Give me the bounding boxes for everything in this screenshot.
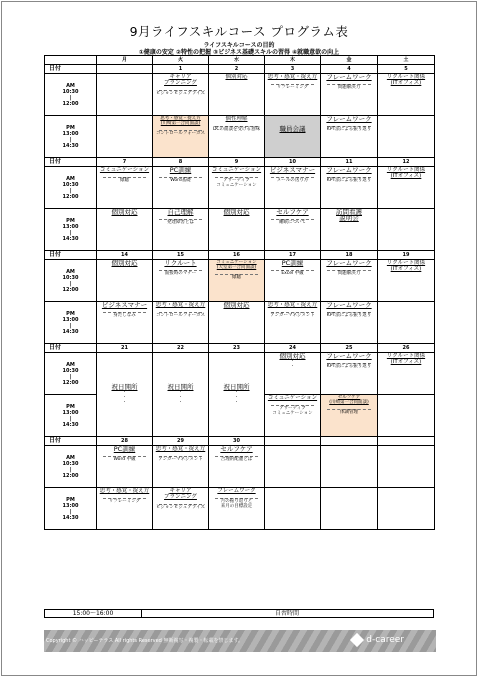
date-cell: 25 <box>321 344 378 353</box>
session-title: 思考・感覚・捉え方 <box>155 302 206 308</box>
date-cell: 23 <box>209 344 265 353</box>
pm-row <box>45 209 435 251</box>
session-topic: ビジョンビジュアライズ <box>155 505 206 510</box>
date-cell: 17 <box>265 251 321 260</box>
self-study-time: 15:00〜16:00 <box>45 610 142 617</box>
session-cell <box>378 116 435 158</box>
session-cell <box>265 167 321 209</box>
am-row <box>45 353 435 395</box>
session-title: 祝日開所 <box>167 383 194 391</box>
day-mon: 月 <box>97 56 153 65</box>
session-title: 思考・感覚・捉え方 <box>267 302 318 308</box>
session-cell: 祝日開所 ・ ・ ・ <box>209 353 265 437</box>
session-topic: 身だしなみ <box>113 313 136 318</box>
session-cell <box>378 209 435 251</box>
session-topic: 問題解決力 <box>337 85 361 90</box>
date-cell: 8 <box>153 158 209 167</box>
date-cell: 21 <box>97 344 153 353</box>
date-cell: 5 <box>378 65 435 74</box>
session-cell <box>97 488 153 530</box>
session-cell <box>153 488 209 530</box>
am-label: AM 10:30 | 12:00 <box>45 446 97 488</box>
date-cell: 4 <box>321 65 378 74</box>
session-title: 個別対応 <box>111 208 138 216</box>
date-cell <box>97 65 153 74</box>
session-topic: リフレーミング <box>276 85 309 90</box>
day-thu: 木 <box>265 56 321 65</box>
date-cell: 11 <box>321 158 378 167</box>
session-cell <box>321 446 378 488</box>
session-cell <box>97 302 153 344</box>
session-cell <box>209 209 265 251</box>
session-cell <box>153 209 209 251</box>
pm-label: PM 13:00 | 14:30 <box>45 395 97 437</box>
pm-row <box>45 116 435 158</box>
session-topic: 傾聴 <box>232 275 241 280</box>
date-cell: 28 <box>97 437 153 446</box>
date-cell: 2 <box>209 65 265 74</box>
session-topic: ビジョンビジュアライズ <box>155 91 206 96</box>
session-topic: DCの面談を受ける意味 <box>212 127 261 132</box>
session-cell <box>378 74 435 116</box>
objectives-heading: ライフスキルコースの目的 <box>203 42 275 49</box>
page-title: 9月ライフスキルコース プログラム表 <box>129 24 349 39</box>
session-cell <box>209 260 265 302</box>
session-cell <box>209 446 265 488</box>
session-title: リクルート関係 (ITオフィス) <box>386 74 426 86</box>
date-cell: 7 <box>97 158 153 167</box>
logo-mark-icon <box>350 633 364 647</box>
date-row <box>45 344 435 353</box>
date-row <box>45 65 435 74</box>
session-title: セルフケア <box>220 445 253 453</box>
session-topic: 月の振り返りと 来月の目標設定 <box>220 499 253 509</box>
session-title: PC訓練 <box>281 259 304 267</box>
session-cell <box>153 260 209 302</box>
session-cell <box>378 446 435 488</box>
date-cell: 9 <box>209 158 265 167</box>
pm-label: PM 13:00 | 14:30 <box>45 488 97 530</box>
session-cell <box>321 488 378 530</box>
session-cell <box>209 488 265 530</box>
session-cell <box>153 302 209 344</box>
session-cell <box>378 302 435 344</box>
pm-label: PM 13:00 | 14:30 <box>45 209 97 251</box>
session-cell <box>209 302 265 344</box>
session-cell <box>265 395 321 437</box>
session-topic: KPT法による振り返り <box>326 127 372 132</box>
session-cell <box>97 74 153 116</box>
session-cell <box>97 209 153 251</box>
objectives-body: ①健康の安定 ②特性の把握 ③ビジネス基礎スキルの習得 ④就職意欲の向上 <box>138 49 340 56</box>
session-cell <box>97 260 153 302</box>
session-title: フレームワーク <box>326 259 372 267</box>
session-title: リクルート関係 (ITオフィス) <box>386 353 426 365</box>
session-title: フレームワーク <box>326 115 372 123</box>
session-cell <box>378 488 435 530</box>
session-title: 思考・感覚・捉え方 <box>267 74 318 80</box>
session-cell: 祝日開所 ・ ・ ・ <box>153 353 209 437</box>
session-topic: Excel 中級 <box>281 271 304 276</box>
am-row <box>45 74 435 116</box>
session-title: PC訓練 <box>113 445 136 453</box>
session-cell <box>153 167 209 209</box>
session-topic: Word 中級 <box>113 457 136 462</box>
session-cell <box>153 116 209 158</box>
session-cell <box>321 395 378 437</box>
session-title: フレームワーク <box>326 166 372 174</box>
session-topic: Word基礎 <box>170 178 191 183</box>
session-title: PC訓練 <box>169 166 192 174</box>
session-title: 個別対応 <box>279 352 306 360</box>
session-cell <box>378 260 435 302</box>
session-title: 祝日開所 <box>223 383 250 391</box>
date-cell: 1 <box>153 65 209 74</box>
session-topic: 合理的配慮とは <box>220 457 253 462</box>
pm-label: PM 13:00 | 14:30 <box>45 116 97 158</box>
session-title: リクルート <box>164 259 197 267</box>
session-cell <box>97 116 153 158</box>
am-label: AM 10:30 | 12:00 <box>45 260 97 302</box>
session-cell <box>97 167 153 209</box>
session-title: キャリア プランニング <box>164 488 197 500</box>
session-cell <box>97 446 153 488</box>
am-label: AM 10:30 | 12:00 <box>45 74 97 116</box>
date-cell: 18 <box>321 251 378 260</box>
session-topic: 体調管理 <box>340 410 358 415</box>
session-title: 個別対応 <box>225 74 248 80</box>
date-row <box>45 158 435 167</box>
session-title: 個別対応 <box>223 208 250 216</box>
session-cell <box>153 74 209 116</box>
session-cell <box>153 446 209 488</box>
session-title: フレームワーク <box>326 352 372 360</box>
session-topic: 面接時のマナー <box>164 271 197 276</box>
session-title: フレームワーク <box>326 301 372 309</box>
date-label: 日付 <box>45 437 97 446</box>
session-title: コミュニケーション (大室第一合同面談) <box>216 260 257 270</box>
session-topic: KPT法による振り返り <box>326 313 372 318</box>
date-cell: 26 <box>378 344 435 353</box>
session-cell <box>378 167 435 209</box>
session-cell <box>265 446 321 488</box>
session-title: 思考・感覚・捉え方 <box>99 488 150 494</box>
date-cell: 3 <box>265 65 321 74</box>
session-title: キャリア プランニング <box>164 74 197 86</box>
date-cell: 15 <box>153 251 209 260</box>
session-topic: KPT法による振り返り <box>326 364 372 369</box>
self-study-label: 自習時間 <box>274 610 299 617</box>
session-cell <box>321 302 378 344</box>
self-study-row <box>44 609 434 618</box>
session-cell: 個別対応 ・ ・ <box>265 353 321 395</box>
date-cell: 19 <box>378 251 435 260</box>
session-cell <box>321 116 378 158</box>
session-cell <box>209 74 265 116</box>
session-title: 自己理解 <box>167 208 194 216</box>
date-cell <box>321 437 378 446</box>
session-cell <box>265 260 321 302</box>
session-topic: コントロールフォーカス <box>155 131 206 136</box>
session-cell <box>265 209 321 251</box>
date-cell: 24 <box>265 344 321 353</box>
session-topic: アサーティブ コミュニケーション <box>272 406 313 416</box>
session-topic: アンガーマネジメント <box>158 457 203 462</box>
date-label: 日付 <box>45 251 97 260</box>
session-cell <box>265 116 321 158</box>
session-cell <box>209 167 265 209</box>
session-cell <box>321 209 378 251</box>
copyright-text: Copyright © ハッピーテラス All rights Reserved 無断複写・複製・転載を禁じます。 <box>46 638 244 644</box>
session-title: 個性理解 <box>225 116 248 122</box>
date-cell: 14 <box>97 251 153 260</box>
session-title: セルフケア (川崎第一合同面談) <box>329 395 369 405</box>
session-title: ビジネスマナー <box>269 166 316 174</box>
weekday-header-row <box>45 56 435 65</box>
program-calendar <box>44 55 435 530</box>
session-topic: 傾聴 <box>120 178 129 183</box>
session-cell <box>209 116 265 158</box>
brand-logo: d-career <box>366 635 404 645</box>
session-title: フレームワーク <box>326 73 372 81</box>
day-tue: 火 <box>153 56 209 65</box>
am-row <box>45 167 435 209</box>
date-cell: 30 <box>209 437 265 446</box>
footer-bar <box>44 630 436 652</box>
session-topic: アサーティブ コミュニケーション <box>216 178 257 188</box>
session-title: 個別対応 <box>223 301 250 309</box>
session-title: 思考・感覚・捉え方 <box>155 446 206 452</box>
session-topic: 問題解決力 <box>337 271 361 276</box>
pm-label: PM 13:00 | 14:30 <box>45 302 97 344</box>
session-topic: KPT法による振り返り <box>326 178 372 183</box>
session-title: 個別対応 <box>111 259 138 267</box>
date-cell: 12 <box>378 158 435 167</box>
session-topic: 睡眠について <box>279 220 306 225</box>
session-cell <box>265 488 321 530</box>
am-row <box>45 260 435 302</box>
session-title: コミュニケーション <box>267 395 318 401</box>
date-cell: 16 <box>209 251 265 260</box>
session-cell <box>321 353 378 395</box>
session-cell: 祝日開所 ・ ・ ・ <box>97 353 153 437</box>
date-cell <box>378 437 435 446</box>
session-title: コミュニケーション <box>99 167 150 173</box>
session-title: セルフケア <box>276 208 309 216</box>
session-title: 訪問看護 説明会 <box>336 208 362 222</box>
session-title: リクルート関係 (ITオフィス) <box>386 167 426 179</box>
pm-row <box>45 488 435 530</box>
session-cell <box>321 74 378 116</box>
date-label: 日付 <box>45 158 97 167</box>
day-sat: 土 <box>378 56 435 65</box>
am-row <box>45 446 435 488</box>
corner-cell <box>45 56 97 65</box>
day-fri: 金 <box>321 56 378 65</box>
day-wed: 水 <box>209 56 265 65</box>
session-title: 思考・感覚・捉え方 (川崎第一合同面談) <box>160 116 201 126</box>
date-cell: 10 <box>265 158 321 167</box>
session-topic: リフレーミング <box>108 499 141 504</box>
pm-row <box>45 302 435 344</box>
session-cell <box>321 167 378 209</box>
session-title: ビジネスマナー <box>101 301 148 309</box>
date-cell: 29 <box>153 437 209 446</box>
session-cell <box>265 302 321 344</box>
session-topic: コントロールフォーカス <box>155 313 206 318</box>
session-cell <box>265 74 321 116</box>
session-cell <box>378 353 435 395</box>
am-label: AM 10:30 | 12:00 <box>45 353 97 395</box>
session-cell <box>378 395 435 437</box>
date-label: 日付 <box>45 65 97 74</box>
session-title: 職員会議 <box>279 125 306 133</box>
session-title: フレームワーク <box>217 488 256 494</box>
date-cell <box>265 437 321 446</box>
session-title: 祝日開所 <box>111 383 138 391</box>
session-title: リクルート関係 (ITオフィス) <box>386 260 426 272</box>
session-title: コミュニケーション <box>211 167 262 173</box>
date-label: 日付 <box>45 344 97 353</box>
date-cell: 22 <box>153 344 209 353</box>
session-topic: メールの送り方 <box>276 178 309 183</box>
date-row <box>45 251 435 260</box>
session-topic: アンガーマネジメント <box>270 313 315 318</box>
session-cell <box>321 260 378 302</box>
session-topic: 発達障害とは <box>167 220 194 225</box>
am-label: AM 10:30 | 12:00 <box>45 167 97 209</box>
